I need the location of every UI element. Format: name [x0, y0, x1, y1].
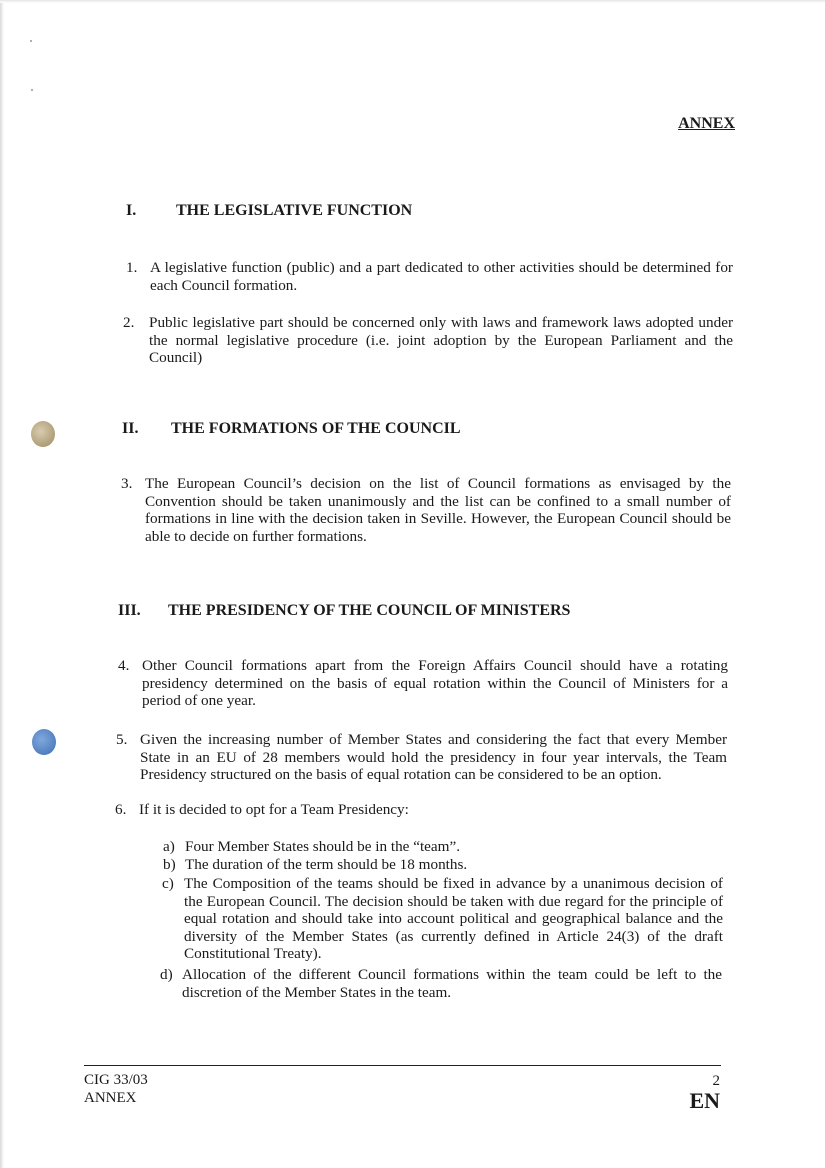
sub-list-item: [163, 838, 723, 856]
sub-item-letter: a): [163, 838, 175, 855]
sub-item-text: Allocation of the different Council formations within the team could be left to the discretion of the Member States in the team.: [182, 966, 722, 1001]
list-item: [123, 314, 733, 368]
list-item: [115, 801, 715, 819]
language-code: EN: [689, 1088, 720, 1113]
item-text: Other Council formations apart from the Foreign Affairs Council should have a rotating presidency determined on the basis of equal rotation within the Council of Ministers for a period of one year.: [142, 657, 728, 710]
item-text: Public legislative part should be concerned only with laws and framework laws adopted under the normal legislative procedure (i.e. joint adoption by the European Parliament and the Council): [149, 314, 733, 367]
section-heading: [126, 202, 526, 222]
section-heading: [122, 420, 542, 440]
section-number: II.: [122, 420, 139, 437]
sub-item-text: Four Member States should be in the “team”.: [185, 838, 460, 855]
list-item: [116, 731, 727, 785]
sub-item-letter: c): [162, 875, 174, 892]
sub-item-text: The duration of the term should be 18 months.: [185, 856, 468, 873]
item-text: A legislative function (public) and a part dedicated to other activities should be determined for each Council formation.: [150, 259, 733, 294]
page-number: 2: [712, 1073, 720, 1089]
item-text: The European Council’s decision on the list of Council formations as envisaged by the Convention should be taken unanimously and the list can be confined to a small number of formations in line with the decision taken in Seville. However, the European Council should be able to decide on further formations.: [145, 475, 731, 545]
footer-divider: [84, 1065, 721, 1066]
scan-top-shadow: [0, 0, 825, 3]
section-heading: [118, 602, 618, 622]
item-text: If it is decided to opt for a Team Presidency:: [139, 801, 409, 818]
section-number: III.: [118, 602, 141, 619]
item-text: Given the increasing number of Member States and considering the fact that every Member State in an EU of 28 members would hold the presidency in four year intervals, the Team Presidency structured on the basis of equal rotation can be considered to be an option.: [140, 731, 727, 784]
sub-item-letter: d): [160, 966, 173, 983]
item-number: 1.: [126, 259, 138, 276]
list-item: [121, 475, 731, 547]
punch-hole-mark: [31, 421, 55, 447]
punch-hole-mark: [32, 729, 56, 755]
sub-item-text: The Composition of the teams should be fixed in advance by a unanimous decision of the European Council. The decision should be taken with due regard for the principle of equal rotation and should take into account political and geographical balance and the diversity of the Member States (as currently defined in Article 24(3) of the draft Constitutional Treaty).: [184, 875, 723, 963]
footer-section-label: ANNEX: [84, 1090, 137, 1106]
item-number: 3.: [121, 475, 133, 492]
document-reference: CIG 33/03: [84, 1072, 148, 1088]
section-title: THE LEGISLATIVE FUNCTION: [176, 202, 413, 219]
section-title: THE PRESIDENCY OF THE COUNCIL OF MINISTERS: [168, 602, 571, 619]
item-number: 2.: [123, 314, 135, 331]
scan-speck: [31, 89, 33, 91]
sub-list-item: [163, 856, 723, 874]
section-number: I.: [126, 202, 137, 219]
sub-list-item: [162, 875, 723, 965]
item-number: 4.: [118, 657, 130, 674]
footer-reference: [84, 1071, 148, 1107]
scan-edge-shadow: [0, 0, 4, 1168]
sub-list-item: [160, 966, 722, 1002]
annex-heading: ANNEX: [678, 115, 735, 132]
list-item: [126, 259, 733, 295]
list-item: [118, 657, 728, 711]
item-number: 5.: [116, 731, 128, 748]
section-title: THE FORMATIONS OF THE COUNCIL: [171, 420, 461, 437]
sub-item-letter: b): [163, 856, 176, 873]
scan-speck: [30, 40, 32, 42]
item-number: 6.: [115, 801, 127, 818]
